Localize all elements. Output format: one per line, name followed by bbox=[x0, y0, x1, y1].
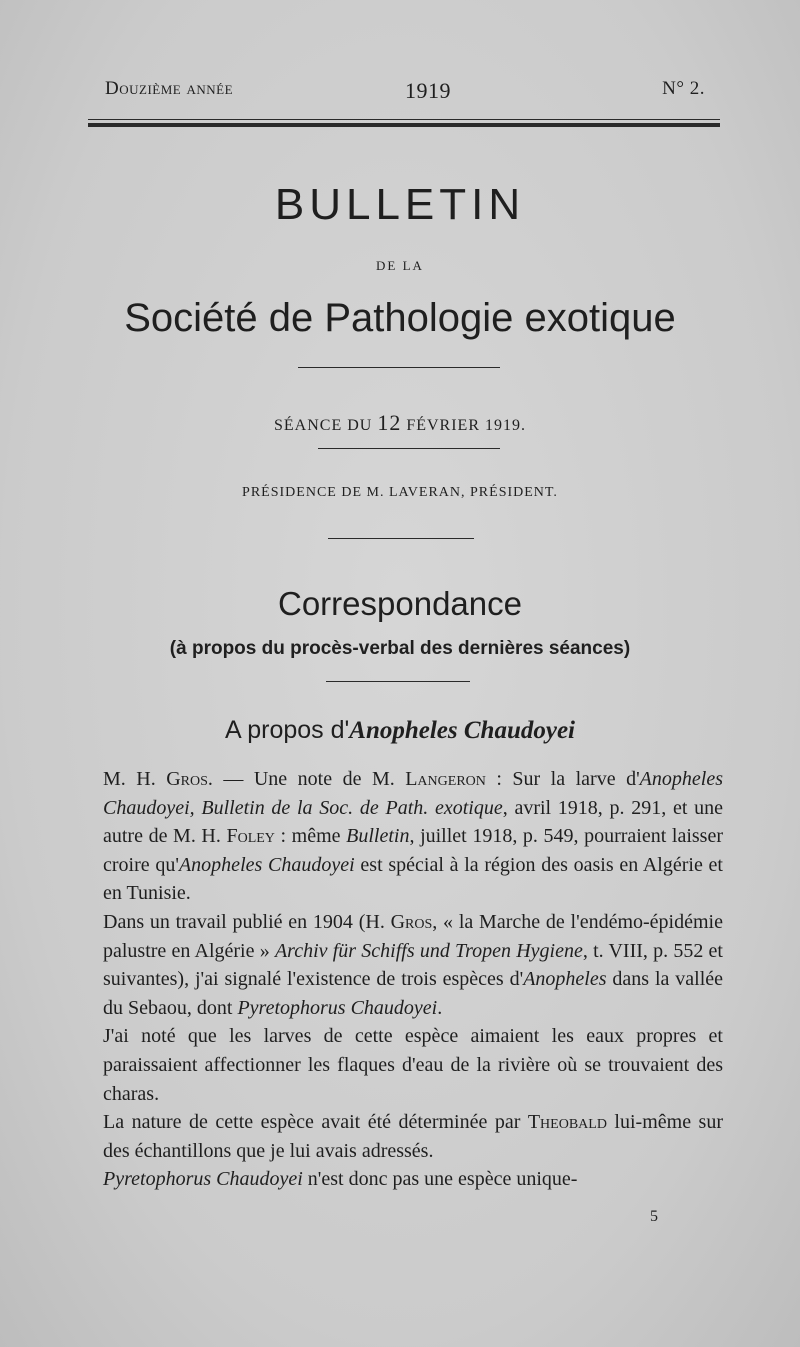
paragraph bbox=[103, 1108, 723, 1165]
header-double-rule bbox=[88, 119, 720, 127]
text-run: , juillet 1918, p. 549, pourraient laisser croire qu' bbox=[103, 825, 723, 876]
article-title bbox=[0, 716, 800, 745]
citation: Bulletin bbox=[346, 825, 410, 848]
author-name: Langeron bbox=[405, 768, 486, 790]
text-run: La nature de cette espèce avait été déterminée par bbox=[103, 1111, 528, 1134]
text-run: est spécial à la région des oasis en Algérie et en Tunisie. bbox=[103, 853, 723, 905]
text-run: , « la Marche de l'endémo-épidémie palustre en Algérie » bbox=[103, 910, 723, 962]
header-date: 1919 bbox=[405, 78, 451, 103]
session-suffix: FÉVRIER 1919. bbox=[401, 417, 526, 434]
bulletin-title: BULLETIN bbox=[274, 180, 526, 229]
session-day: 12 bbox=[377, 410, 402, 435]
text-run: . bbox=[437, 996, 443, 1019]
paragraph bbox=[103, 908, 723, 1022]
citation: Anopheles Chaudoyei, Bulletin de la Soc. de Path. exotique bbox=[103, 768, 723, 819]
author-name: Gros bbox=[390, 910, 433, 933]
divider-rule bbox=[318, 448, 500, 449]
text-run: : même bbox=[274, 825, 347, 848]
society-title: Société de Pathologie exotique bbox=[124, 296, 676, 340]
running-header bbox=[105, 78, 705, 106]
text-run: , avril 1918, p. 291, et une autre de M. H. bbox=[103, 796, 723, 848]
divider-rule bbox=[298, 367, 500, 368]
divider-rule bbox=[326, 681, 470, 682]
text-run: , t. VIII, p. 552 et suivantes), j'ai signalé l'existence de trois espèces d' bbox=[103, 939, 723, 991]
author-name: Gros bbox=[166, 768, 208, 790]
header-year-label: Douzième année bbox=[105, 78, 234, 99]
species-name: Anopheles Chaudoyei bbox=[178, 853, 355, 876]
folio-number: 5 bbox=[650, 1208, 658, 1225]
text-run: Dans un travail publié en 1904 (H. bbox=[103, 910, 391, 933]
article-body bbox=[103, 765, 723, 1194]
presidency-line: PRÉSIDENCE DE M. LAVERAN, PRÉSIDENT. bbox=[242, 485, 558, 500]
divider-rule bbox=[328, 538, 474, 539]
paragraph: J'ai noté que les larves de cette espèce aimaient les eaux propres et paraissaient affectionner les flaques d'eau de la rivière où se trouvaient des charas. bbox=[103, 1025, 723, 1105]
text-run: . — Une note de M. bbox=[207, 768, 406, 790]
text-run: : Sur la larve d' bbox=[485, 768, 640, 790]
text-run: dans la vallée du Sebaou, dont bbox=[103, 968, 724, 1019]
paragraph bbox=[103, 765, 723, 908]
species-name: Pyretophorus Chaudoyei bbox=[103, 1168, 303, 1191]
text-run: lui-même sur des échantillons que je lui avais adressés. bbox=[103, 1111, 723, 1162]
species-name: Pyretophorus Chaudoyei bbox=[237, 996, 438, 1019]
session-prefix: SÉANCE DU bbox=[273, 417, 378, 434]
text-run: M. H. bbox=[103, 768, 167, 790]
article-title-prefix: A propos d' bbox=[224, 716, 350, 744]
author-name: Theobald bbox=[527, 1111, 607, 1134]
section-subtitle: (à propos du procès-verbal des dernières séances) bbox=[169, 638, 631, 659]
de-la-label: DE LA bbox=[376, 258, 424, 273]
author-name: Foley bbox=[226, 825, 275, 848]
text-run: n'est donc pas une espèce unique- bbox=[302, 1168, 578, 1191]
paragraph bbox=[103, 1165, 723, 1194]
citation: Archiv für Schiffs und Tropen Hygiene bbox=[274, 939, 583, 962]
session-date bbox=[0, 410, 800, 436]
header-issue-number: N° 2. bbox=[662, 78, 705, 99]
section-title: Correspondance bbox=[278, 585, 522, 622]
article-title-species: Anopheles Chaudoyei bbox=[349, 717, 576, 744]
species-name: Anopheles bbox=[523, 968, 607, 991]
